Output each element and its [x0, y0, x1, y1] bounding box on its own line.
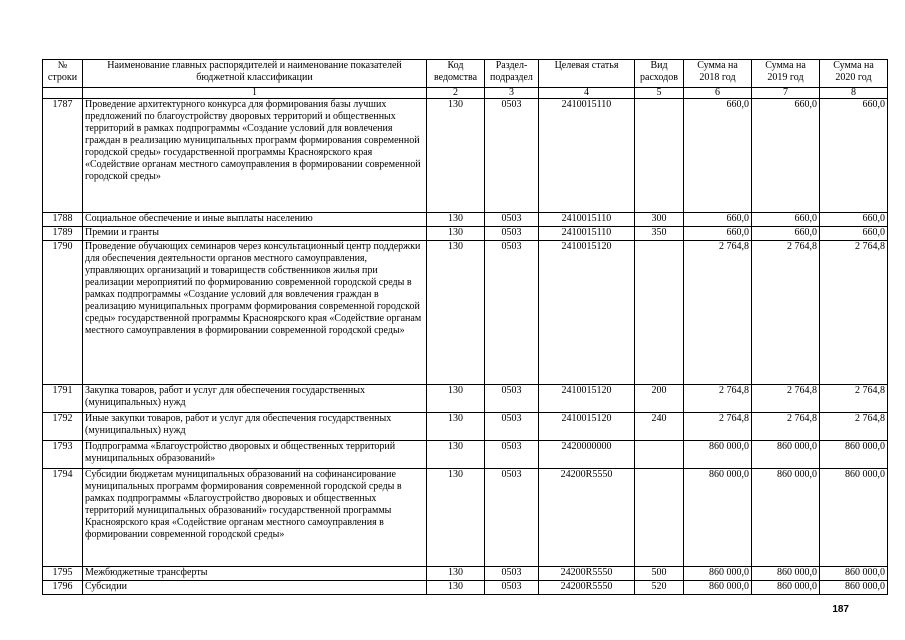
header-sum-2020: Сумма на 2020 год: [820, 60, 888, 88]
row-target: 2410015120: [539, 241, 635, 385]
row-dept: 130: [427, 441, 485, 469]
row-exp-type: [635, 441, 684, 469]
row-sum-2020: 2 764,8: [820, 385, 888, 413]
row-name: Субсидии бюджетам муниципальных образований на софинансирование муниципальных программ формирования современной городской среды в рамках подпрограммы «Благоустройство дворовых и общественных территорий муниципальных образований» государственной программы Красноярского края «Содействие органам местного самоуправления в формировании современной городской среды»: [83, 469, 427, 567]
row-number: 1787: [43, 99, 83, 213]
row-sum-2020: 660,0: [820, 99, 888, 213]
row-target: 2420000000: [539, 441, 635, 469]
table-row: [43, 567, 888, 581]
row-section: 0503: [485, 469, 539, 567]
row-sum-2018: 860 000,0: [684, 567, 752, 581]
row-exp-type: 520: [635, 581, 684, 595]
row-sum-2020: 860 000,0: [820, 581, 888, 595]
row-number: 1794: [43, 469, 83, 567]
col-number: 8: [820, 88, 888, 99]
row-target: 24200R5550: [539, 581, 635, 595]
row-sum-2018: 2 764,8: [684, 241, 752, 385]
row-dept: 130: [427, 567, 485, 581]
row-dept: 130: [427, 99, 485, 213]
row-sum-2019: 660,0: [752, 227, 820, 241]
row-section: 0503: [485, 213, 539, 227]
row-section: 0503: [485, 567, 539, 581]
table-row: [43, 581, 888, 595]
col-number: 1: [83, 88, 427, 99]
row-sum-2018: 2 764,8: [684, 385, 752, 413]
row-section: 0503: [485, 99, 539, 213]
row-exp-type: 500: [635, 567, 684, 581]
row-number: 1790: [43, 241, 83, 385]
row-exp-type: [635, 99, 684, 213]
row-sum-2018: 860 000,0: [684, 469, 752, 567]
row-dept: 130: [427, 469, 485, 567]
table-row: [43, 469, 888, 567]
row-sum-2019: 2 764,8: [752, 385, 820, 413]
table-row: [43, 385, 888, 413]
table-row: [43, 441, 888, 469]
row-name: Иные закупки товаров, работ и услуг для обеспечения государственных (муниципальных) нужд: [83, 413, 427, 441]
row-number: 1788: [43, 213, 83, 227]
row-target: 24200R5550: [539, 567, 635, 581]
row-sum-2020: 860 000,0: [820, 441, 888, 469]
row-number: 1793: [43, 441, 83, 469]
row-number: 1789: [43, 227, 83, 241]
header-target: Целевая статья: [539, 60, 635, 88]
row-sum-2018: 660,0: [684, 227, 752, 241]
row-name: Закупка товаров, работ и услуг для обеспечения государственных (муниципальных) нужд: [83, 385, 427, 413]
row-number: 1796: [43, 581, 83, 595]
row-name: Подпрограмма «Благоустройство дворовых и общественных территорий муниципальных образований»: [83, 441, 427, 469]
col-number: 7: [752, 88, 820, 99]
row-target: 2410015110: [539, 227, 635, 241]
header-row: [43, 60, 888, 88]
row-section: 0503: [485, 227, 539, 241]
row-sum-2019: 660,0: [752, 213, 820, 227]
row-exp-type: 350: [635, 227, 684, 241]
row-target: 24200R5550: [539, 469, 635, 567]
row-sum-2020: 660,0: [820, 227, 888, 241]
row-dept: 130: [427, 413, 485, 441]
row-dept: 130: [427, 213, 485, 227]
row-sum-2018: 2 764,8: [684, 413, 752, 441]
header-row-no: № строки: [43, 60, 83, 88]
row-sum-2019: 860 000,0: [752, 441, 820, 469]
row-section: 0503: [485, 413, 539, 441]
col-number: 6: [684, 88, 752, 99]
row-sum-2020: 2 764,8: [820, 241, 888, 385]
row-name: Субсидии: [83, 581, 427, 595]
table-row: [43, 241, 888, 385]
row-target: 2410015120: [539, 385, 635, 413]
table-row: [43, 227, 888, 241]
row-sum-2018: 660,0: [684, 99, 752, 213]
row-name: Межбюджетные трансферты: [83, 567, 427, 581]
row-exp-type: [635, 241, 684, 385]
column-number-row: [43, 88, 888, 99]
row-number: 1792: [43, 413, 83, 441]
row-name: Проведение обучающих семинаров через консультационный центр поддержки для обеспечения деятельности органов местного самоуправления, управляющих организаций и товариществ собственников жилья при реализации мероприятий по формированию современной городской среды в рамках подпрограммы «Создание условий для вовлечения граждан в реализацию муниципальных программ формирования современной городской среды» государственной программы Красноярского края «Содействие органам местного самоуправления в формировании современной городской среды»: [83, 241, 427, 385]
col-number: [43, 88, 83, 99]
row-dept: 130: [427, 581, 485, 595]
row-sum-2020: 860 000,0: [820, 567, 888, 581]
row-dept: 130: [427, 241, 485, 385]
header-sum-2019: Сумма на 2019 год: [752, 60, 820, 88]
row-sum-2019: 860 000,0: [752, 469, 820, 567]
row-name: Премии и гранты: [83, 227, 427, 241]
table-row: [43, 99, 888, 213]
table-row: [43, 213, 888, 227]
table-row: [43, 413, 888, 441]
header-dept: Код ведомства: [427, 60, 485, 88]
row-exp-type: 240: [635, 413, 684, 441]
row-sum-2019: 860 000,0: [752, 567, 820, 581]
col-number: 4: [539, 88, 635, 99]
row-dept: 130: [427, 385, 485, 413]
row-number: 1795: [43, 567, 83, 581]
row-sum-2020: 2 764,8: [820, 413, 888, 441]
row-number: 1791: [43, 385, 83, 413]
row-sum-2019: 860 000,0: [752, 581, 820, 595]
col-number: 3: [485, 88, 539, 99]
row-name: Социальное обеспечение и иные выплаты населению: [83, 213, 427, 227]
row-target: 2410015110: [539, 213, 635, 227]
header-name: Наименование главных распорядителей и наименование показателей бюджетной классификации: [83, 60, 427, 88]
header-exp-type: Вид расходов: [635, 60, 684, 88]
row-sum-2019: 660,0: [752, 99, 820, 213]
header-sum-2018: Сумма на 2018 год: [684, 60, 752, 88]
col-number: 2: [427, 88, 485, 99]
page-number: 187: [832, 604, 849, 615]
row-section: 0503: [485, 241, 539, 385]
row-sum-2018: 860 000,0: [684, 581, 752, 595]
row-sum-2019: 2 764,8: [752, 413, 820, 441]
row-section: 0503: [485, 441, 539, 469]
row-exp-type: 300: [635, 213, 684, 227]
row-sum-2020: 660,0: [820, 213, 888, 227]
row-sum-2019: 2 764,8: [752, 241, 820, 385]
row-dept: 130: [427, 227, 485, 241]
row-name: Проведение архитектурного конкурса для формирования базы лучших предложений по благоустройству дворовых территорий и общественных территорий в рамках подпрограммы «Создание условий для вовлечения граждан в реализацию муниципальных программ формирования современной городской среды» государственной программы Красноярского края «Содействие органам местного самоуправления в формировании современной городской среды»: [83, 99, 427, 213]
header-section: Раздел-подраздел: [485, 60, 539, 88]
col-number: 5: [635, 88, 684, 99]
row-target: 2410015110: [539, 99, 635, 213]
budget-table: [42, 59, 888, 595]
row-exp-type: 200: [635, 385, 684, 413]
row-sum-2018: 660,0: [684, 213, 752, 227]
row-sum-2020: 860 000,0: [820, 469, 888, 567]
row-sum-2018: 860 000,0: [684, 441, 752, 469]
row-section: 0503: [485, 581, 539, 595]
row-target: 2410015120: [539, 413, 635, 441]
row-exp-type: [635, 469, 684, 567]
row-section: 0503: [485, 385, 539, 413]
